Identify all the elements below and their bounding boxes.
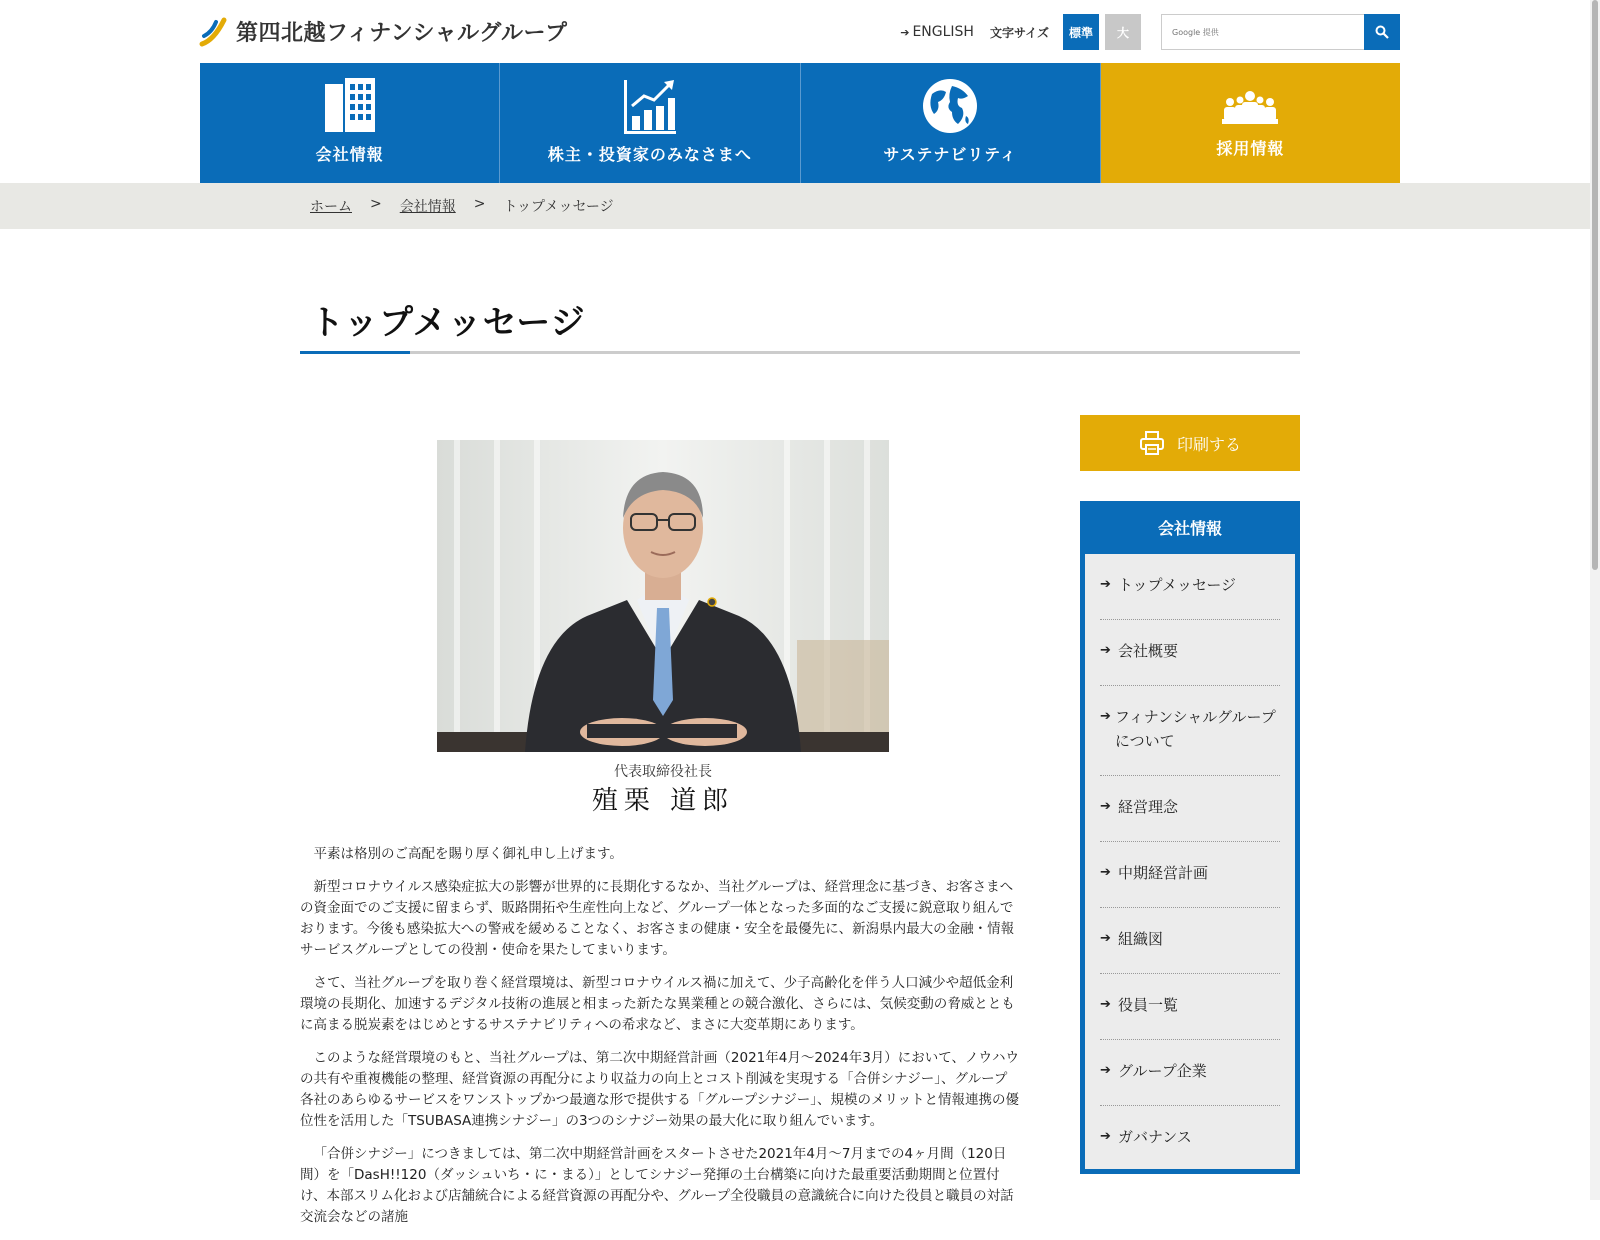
english-label: ENGLISH [912, 24, 974, 40]
arrow-right-icon: ➔ [1100, 577, 1111, 592]
nav-investors[interactable] [500, 63, 800, 183]
bar-chart-icon [624, 74, 676, 134]
sidebar-item-label: 会社概要 [1118, 642, 1179, 660]
globe-icon [922, 74, 978, 134]
sidebar-item-officers[interactable] [1100, 974, 1280, 1040]
arrow-right-icon: ➔ [1100, 1129, 1111, 1144]
font-size-large-button[interactable]: 大 [1105, 14, 1141, 50]
sidebar-item-about-group[interactable] [1100, 686, 1280, 776]
sidebar-heading: 会社情報 [1157, 519, 1222, 538]
english-link[interactable] [900, 24, 974, 40]
message-paragraph: さて、当社グループを取り巻く経営環境は、新型コロナウイルス禍に加えて、少子高齢化を伴う人口減少や超低金利環境の長期化、加速するデジタル技術の進展と相まった新たな異業種との競合激化、さらには、気候変動の脅威とともに高まる脱炭素をはじめとするサステナビリティへの希求など、まさに大変革期にあります。 [300, 975, 1015, 1033]
building-icon [323, 74, 377, 134]
sidebar-item-label: 役員一覧 [1118, 996, 1179, 1014]
sidebar-item-label: 組織図 [1118, 930, 1164, 948]
title-divider [300, 351, 1300, 354]
sidebar-item-group-companies[interactable] [1100, 1040, 1280, 1106]
message-paragraph: このような経営環境のもと、当社グループは、第二次中期経営計画（2021年4月～2024年3月）において、ノウハウの共有や重複機能の整理、経営資源の再配分により収益力の向上とコスト削減を実現する「合併シナジー」、グループ各社のあらゆるサービスをワンストップかつ最適な形で提供する「グループシナジー」、規模のメリットと情報連携の優位性を活用した「TSUBASA連携シナジー」の3つのシナジー効果の最大化に取り組んでいます。 [300, 1050, 1020, 1129]
search-input[interactable] [1161, 14, 1364, 50]
arrow-right-icon: ➔ [1100, 799, 1111, 814]
nav-recruitment[interactable] [1101, 63, 1400, 183]
sidebar-menu [1080, 501, 1300, 1174]
arrow-right-icon: ➔ [1100, 931, 1111, 946]
breadcrumb-separator: > [370, 196, 382, 212]
nav-label: サステナビリティ [883, 145, 1017, 164]
nav-company-info[interactable] [200, 63, 500, 183]
font-size-label: 文字サイズ [989, 25, 1049, 40]
brand-name: 第四北越フィナンシャルグループ [236, 20, 568, 46]
sidebar-item-philosophy[interactable] [1100, 776, 1280, 842]
sidebar-item-label: 経営理念 [1118, 798, 1179, 816]
message-paragraph: 「合併シナジー」につきましては、第二次中期経営計画をスタートさせた2021年4月～7月までの4ヶ月間（120日間）を「DasH!!120（ダッシュいち・に・まる）」としてシナジー発揮の土台構築に向けた最重要活動期間と位置付け、本部スリム化および店舗統合による経営資源の再配分や、グループ全役職員の意識統合に向けた役員と職員の対話交流会などの諸施 [300, 1146, 1014, 1225]
sidebar-item-top-message[interactable] [1100, 554, 1280, 620]
title-divider-accent [300, 351, 410, 354]
nav-label: 株主・投資家のみなさまへ [547, 145, 752, 164]
search-button[interactable] [1364, 14, 1400, 50]
nav-label: 採用情報 [1216, 139, 1285, 158]
breadcrumb-company-info[interactable]: 会社情報 [399, 199, 456, 215]
sidebar-item-label: グループ企業 [1118, 1062, 1207, 1080]
printer-icon [1139, 430, 1165, 456]
sidebar-item-label: フィナンシャルグループについて [1114, 708, 1276, 750]
people-icon [1222, 80, 1278, 124]
sidebar-item-label: ガバナンス [1118, 1128, 1192, 1146]
breadcrumb-home[interactable]: ホーム [310, 199, 352, 215]
arrow-right-icon: ➔ [900, 25, 910, 39]
sidebar-list [1085, 554, 1295, 1169]
executive-title: 代表取締役社長 [614, 764, 712, 780]
nav-sustainability[interactable] [801, 63, 1101, 183]
breadcrumb-bar [0, 183, 1590, 229]
arrow-right-icon: ➔ [1100, 1063, 1111, 1078]
site-header [200, 0, 1400, 63]
sidebar-item-mid-term-plan[interactable] [1100, 842, 1280, 908]
arrow-right-icon: ➔ [1100, 709, 1111, 724]
sidebar-item-label: トップメッセージ [1118, 576, 1237, 594]
font-size-standard-button[interactable]: 標準 [1063, 14, 1099, 50]
global-nav [200, 63, 1400, 183]
search-icon [1375, 25, 1389, 39]
scrollbar[interactable] [1590, 0, 1600, 1200]
print-button[interactable] [1080, 415, 1300, 471]
sidebar-item-org-chart[interactable] [1100, 908, 1280, 974]
breadcrumb-current: トップメッセージ [503, 199, 614, 215]
breadcrumb-separator: > [473, 196, 486, 212]
message-body [300, 844, 1020, 1240]
sidebar-item-governance[interactable] [1100, 1106, 1280, 1172]
utility-bar [900, 14, 1400, 50]
nav-label: 会社情報 [315, 145, 384, 164]
sidebar-item-company-overview[interactable] [1100, 620, 1280, 686]
page-title: トップメッセージ [310, 303, 586, 343]
breadcrumb [310, 196, 614, 216]
president-photo [437, 440, 889, 752]
print-label: 印刷する [1176, 434, 1241, 454]
scrollbar-thumb[interactable] [1592, 0, 1598, 570]
executive-name: 殖栗 道郎 [591, 786, 735, 816]
message-paragraph: 新型コロナウイルス感染症拡大の影響が世界的に長期化するなか、当社グループは、経営理念に基づき、お客さまへの資金面でのご支援に留まらず、販路開拓や生産性向上など、グループ一体となった多面的なご支援に鋭意取り組んでおります。今後も感染拡大への警戒を緩めることなく、お客さまの健康・安全を最優先に、新潟県内最大の金融・情報サービスグループとしての役割・使命を果たしてまいります。 [300, 879, 1015, 958]
sidebar-item-label: 中期経営計画 [1118, 864, 1209, 882]
site-logo[interactable] [200, 14, 567, 48]
arrow-right-icon: ➔ [1100, 997, 1111, 1012]
logo-mark-icon [200, 14, 230, 48]
message-paragraph: 平素は格別のご高配を賜り厚く御礼申し上げます。 [313, 846, 623, 862]
arrow-right-icon: ➔ [1100, 643, 1111, 658]
arrow-right-icon: ➔ [1100, 865, 1111, 880]
